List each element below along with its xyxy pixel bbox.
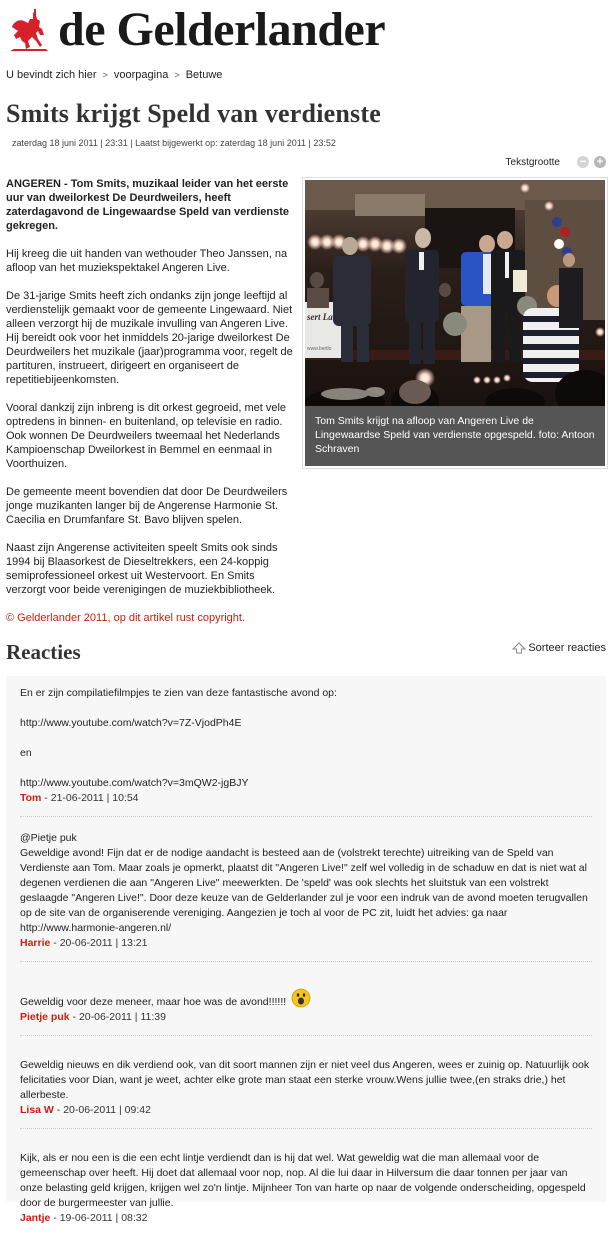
meta-separator: - [53,1104,64,1116]
brand-name: de Gelderlander [58,3,386,56]
stage-scene-illustration [305,180,605,406]
shocked-smiley-icon [291,988,311,1008]
comment-text: en [20,747,32,759]
comment-link[interactable]: http://www.youtube.com/watch?v=7Z-VjodPh4E [20,717,242,729]
breadcrumb-separator: > [174,70,180,80]
photo-caption: Tom Smits krijgt na afloop van Angeren Live de Lingewaardse Speld van verdienste opgespeld. foto: Antoon Schraven [305,406,605,466]
comment-meta [20,1103,592,1118]
comment-link[interactable]: http://www.youtube.com/watch?v=3mQW2-jgBJY [20,777,249,789]
meta-separator: - [41,792,51,804]
comment-text-wrap [20,988,592,1010]
comment-author[interactable]: Harrie [20,937,51,949]
comment-text: Geweldige avond! Fijn dat er de nodige aandacht is besteed aan de (volstrekt terechte) uitreiking van de Speld van Verdienste aan Tom. Maar zoals je opmerkt, plaatst dit "Angeren Live!" zelf wel volledig in de schaduw en dat is niet wat al degenen verdienen die aan "Angeren Live" meewerkten. De 'speld' was ook slechts het sluitstuk van een volstrekt geslaagde "Angeren Live!". Door deze keuze van de Gelderlander zul je voor een indruk van de avond moeten terugvallen op de site van de organiserende vereniging. Aangezien je toch al voor de PC zit, luidt het advies: ga naar http://www.harmonie-angeren.nl/ [20,847,588,934]
text-size-increase-button[interactable]: + [594,156,606,168]
comment-date: 20-06-2011 | 13:21 [59,937,148,949]
article-dateline: zaterdag 18 juni 2011 | 23:31 | Laatst bijgewerkt op: zaterdag 18 juni 2011 | 23:52 [12,138,336,148]
article-body [6,177,296,639]
comment-meta [20,1010,592,1025]
banner-text: sert La [307,312,333,322]
article-paragraph: Naast zijn Angerense activiteiten speelt Smits ook sinds 1994 bij Blaasorkest de Dieseltrekkers, een 24-koppig semiprofessioneel orkest uit Westervoort. En Smits verzorgt voor beide verenigingen de muziekbibliotheek. [6,542,278,596]
sort-reactions-label: Sorteer reacties [528,642,606,654]
masthead[interactable] [6,4,385,56]
article-title: Smits krijgt Speld van verdienste [6,99,381,128]
text-size-control [506,156,606,168]
breadcrumb-prefix: U bevindt zich hier [6,69,97,81]
comment-author[interactable]: Tom [20,792,42,804]
article-paragraph: De gemeente meent bovendien dat door De Deurdweilers jonge muzikanten langer bij de Angerense Harmonie St. Caecilia en Drumfanfare St. Bavo blijven spelen. [6,486,288,526]
rearing-horse-rider-icon [6,7,52,53]
sort-reactions-button[interactable] [512,642,606,654]
meta-separator: - [50,1212,60,1224]
comment-meta [20,936,592,951]
article-lead: ANGEREN - Tom Smits, muzikaal leider van het eerste uur van dweilorkest De Deurdweilers, heeft zaterdagavond de Lingewaardse Speld van verdienste gekregen. [6,178,290,232]
article-paragraph: Vooral dankzij zijn inbreng is dit orkest gegroeid, met vele optredens in binnen- en buitenland, op televisie en radio. Ook wonnen De Deurdweilers tweemaal het Nederlands Kampioenschap Dweilorkest in Bemmel en eenmaal in Voorthuizen. [6,402,287,470]
comment-author[interactable]: Lisa W [20,1104,54,1116]
comments-list [6,676,606,1224]
comment-meta [20,1211,592,1226]
breadcrumb-betuwe[interactable]: Betuwe [185,69,223,81]
meta-separator: - [50,937,60,949]
comment-date: 21-06-2011 | 10:54 [50,792,139,804]
comment-date: 20-06-2011 | 09:42 [63,1104,151,1116]
breadcrumb [6,69,222,81]
comment-date: 19-06-2011 | 08:32 [59,1212,148,1224]
comment-text: En er zijn compilatiefilmpjes te zien van deze fantastische avond op: [20,687,337,699]
comment-text: @Pietje puk [20,832,77,844]
comment [20,976,592,1036]
meta-separator: - [69,1011,79,1023]
comment [20,831,592,962]
comment-text: Geweldig voor deze meneer, maar hoe was de avond!!!!!! [20,996,287,1008]
sort-arrow-up-icon [512,642,526,654]
comment [20,686,592,817]
article-paragraph: De 31-jarige Smits heeft zich ondanks zijn jonge leeftijd al verdienstelijk gemaakt voor de gemeente Lingewaard. Niet alleen verzorgt hij de muzikale invulling van Angeren Live. Hij bereidt ook voor het inmiddels 20-jarige dweilorkest De Deurdweilers het muzikale (jaar)programma voor, regelt de partituren, instrueert, dirigeert en organiseert de repetitiebijeenkomsten. [6,290,293,386]
comment-author[interactable]: Jantje [20,1212,51,1224]
comment-meta [20,791,592,806]
text-size-label: Tekstgrootte [505,156,560,168]
text-size-decrease-button[interactable]: − [577,156,589,168]
comment-author[interactable]: Pietje puk [20,1011,70,1023]
comment-date: 20-06-2011 | 11:39 [78,1011,166,1023]
breadcrumb-voorpagina[interactable]: voorpagina [113,69,169,81]
article-photo[interactable] [305,180,605,406]
photo-box [302,177,608,469]
comment [20,1050,592,1129]
copyright-notice: © Gelderlander 2011, op dit artikel rust copyright. [6,612,246,624]
breadcrumb-separator: > [102,70,108,80]
reactions-title: Reacties [6,640,81,664]
comment-text: Kijk, als er nou een is die een echt lintje verdiendt dan is hij dat wel. Wat geweldig wat die man allemaal voor de gemeenschap over heeft. Hij doet dat allemaal voor nop, nop. Al die lui daar in Hilversum die daar tonnen per jaar van onze belasting geld krijgen, krijgen wel zo'n lintje. Mijnheer Ton van harte op naar de volgende onderscheiding, opgespeld door de burgermeester van jullie. [20,1152,586,1209]
article-paragraph: Hij kreeg die uit handen van wethouder Theo Janssen, na afloop van het muziekspektakel Angeren Live. [6,248,288,274]
banner-url: www.bertlo [307,346,332,352]
comment-text: Geweldig nieuws en dik verdiend ook, van dit soort mannen zijn er niet veel dus Angeren, wees er zuinig op. Natuurlijk ook felicitaties voor Dian, want je weet, achter elke grote man staat een sterke vrouw.Wens jullie twee,(en straks drie,) het allerbeste. [20,1059,590,1101]
comment [20,1143,592,1235]
